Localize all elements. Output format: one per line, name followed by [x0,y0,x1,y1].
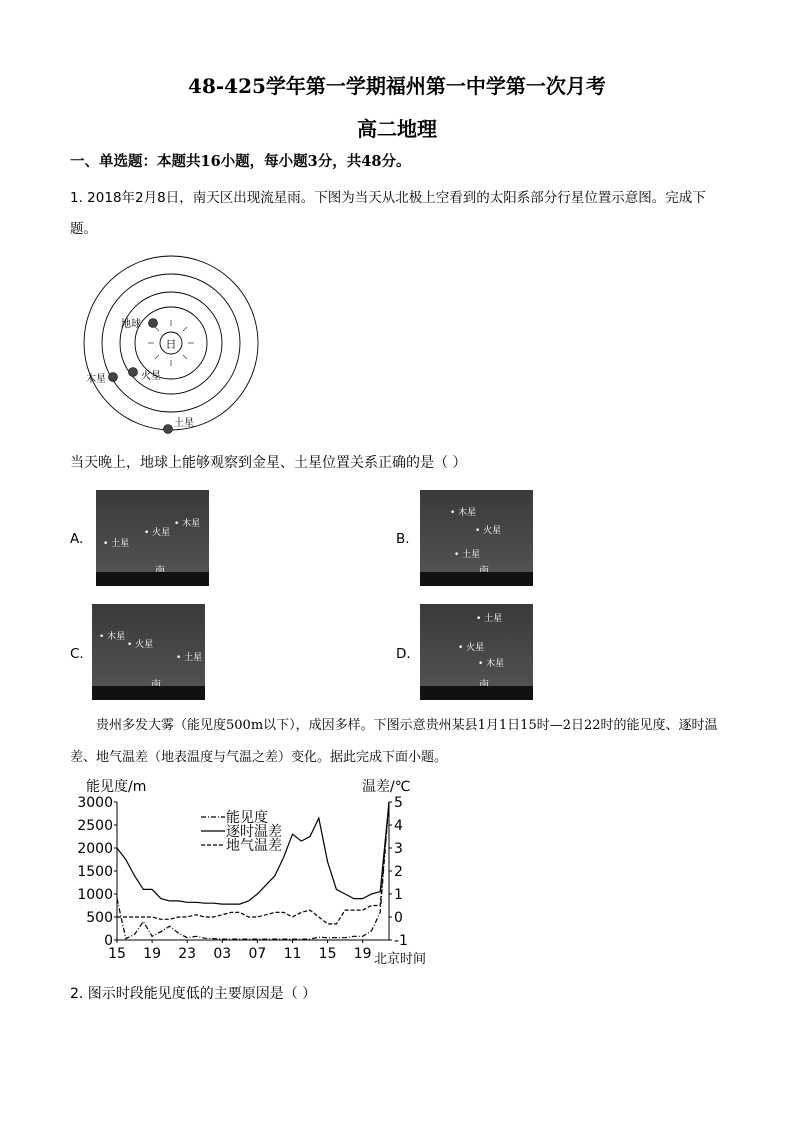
x-axis-title: 北京时间 [374,952,427,967]
ground-silhouette [420,686,533,700]
star-label: • 木星 [450,508,477,518]
saturn-planet [164,425,173,434]
x-tick-label: 19 [143,946,162,962]
sun-label: 日 [165,338,177,351]
y-left-tick-label: 1500 [77,864,113,880]
x-tick-label: 03 [213,946,232,962]
star-label: • 木星 [174,519,201,529]
exam-title: 48-425学年第一学期福州第一中学第一次月考 [188,74,606,98]
y-left-tick-label: 0 [104,933,113,949]
y-right-tick-label: 5 [394,795,403,811]
x-tick-label: 19 [353,946,372,962]
x-tick-label: 23 [178,946,197,962]
option-b-label[interactable]: B. [396,531,410,547]
y-left-tick-label: 500 [86,910,113,926]
star-label: • 火星 [475,526,502,536]
option-c-label[interactable]: C. [70,646,84,662]
star-label: • 土星 [454,550,481,560]
x-tick-label: 15 [108,946,126,962]
mars-label: 火星 [141,371,161,382]
option-b-sky-image[interactable] [420,490,533,586]
star-label: • 土星 [476,614,503,624]
option-a-sky-image[interactable] [96,490,209,586]
option-c-sky-image[interactable] [92,604,205,700]
subject-title: 高二地理 [357,117,437,141]
y-left-tick-label: 1000 [77,887,113,903]
y-right-tick-label: 3 [394,841,403,857]
x-tick-label: 15 [318,946,337,962]
star-label: • 火星 [458,643,485,653]
y-right-tick-label: 0 [394,910,403,926]
earth-label: 地球 [121,319,141,330]
saturn-label: 土星 [174,418,194,429]
y-left-tick-label: 2500 [77,818,113,834]
earth-planet [149,319,158,328]
star-label: • 木星 [478,659,505,669]
question-1-ask: 当天晚上，地球上能够观察到金星、土星位置关系正确的是（ ） [70,455,467,471]
y-left-tick-label: 3000 [77,795,113,811]
x-tick-label: 07 [248,946,267,962]
legend-label: 能见度 [226,810,268,826]
y-left-axis-title: 能见度/m [86,779,147,795]
question-1-stem: 1. 2018年2月8日，南天区出现流星雨。下图为当天从北极上空看到的太阳系部分行星位置示意图。完成下题。 [70,190,706,237]
y-right-tick-label: 2 [394,864,403,880]
ground-silhouette [92,686,205,700]
star-label: • 土星 [176,653,203,663]
star-label: • 木星 [99,632,126,642]
star-label: • 土星 [103,539,130,549]
y-right-axis-title: 温差/℃ [362,779,411,795]
jupiter-planet [109,373,118,382]
legend-label: 地气温差 [226,838,282,854]
visibility-chart [70,770,450,970]
legend-label: 逐时温差 [226,824,282,840]
ground-silhouette [420,572,533,586]
star-label: • 火星 [144,528,171,538]
option-d-sky-image[interactable] [420,604,533,700]
passage-text: 贵州多发大雾（能见度500m以下），成因多样。下图示意贵州某县1月1日15时—2日22时的能见度、逐时温差、地气温差（地表温度与气温之差）变化。据此完成下面小题。 [70,718,718,765]
y-right-tick-label: -1 [394,933,408,949]
question-2-stem: 2. 图示时段能见度低的主要原因是（ ） [70,986,317,1002]
star-label: • 火星 [127,640,154,650]
x-tick-label: 11 [283,946,302,962]
option-a-label[interactable]: A. [70,531,84,547]
jupiter-label: 木星 [86,374,106,385]
y-right-tick-label: 1 [394,887,403,903]
option-d-label[interactable]: D. [396,646,411,662]
solar-system-diagram [78,250,268,440]
ground-silhouette [96,572,209,586]
y-right-tick-label: 4 [394,818,403,834]
y-left-tick-label: 2000 [77,841,113,857]
mars-planet [129,368,138,377]
section-heading: 一、单选题：本题共16小题，每小题3分，共48分。 [70,153,411,170]
